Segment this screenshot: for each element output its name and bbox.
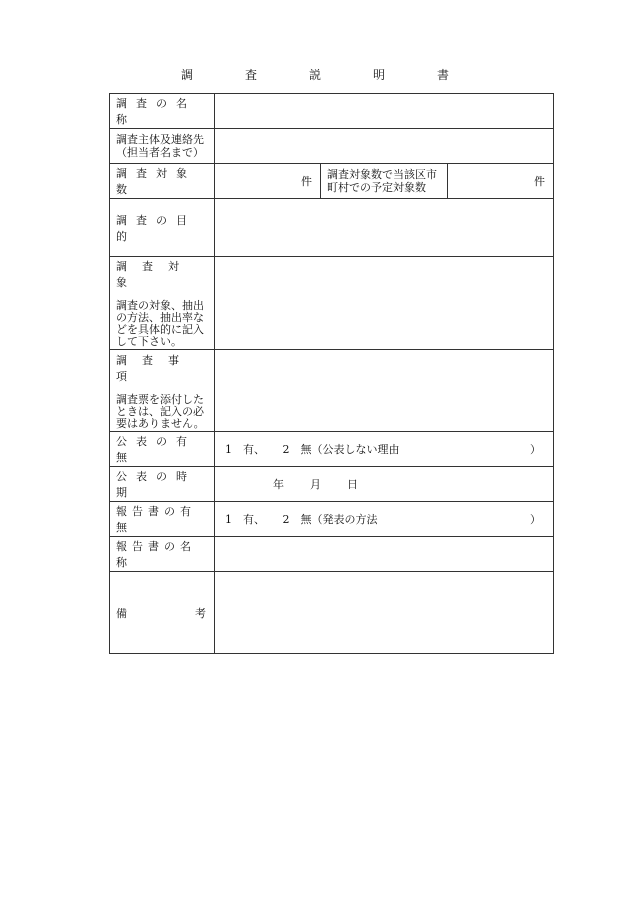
- row-report: [110, 502, 554, 537]
- label-items-cell: [110, 350, 215, 432]
- label-items: 調査事項: [116, 353, 194, 383]
- unit-ken: 件: [301, 175, 312, 188]
- label-organizer-line1: 調査主体及連絡先: [116, 133, 204, 146]
- row-survey-name: [110, 94, 554, 129]
- label-target-cell: [110, 257, 215, 350]
- report-close-paren: ）: [530, 513, 542, 526]
- label-local-target-count: [321, 164, 448, 199]
- row-remarks: [110, 572, 554, 654]
- date-month: 月: [310, 478, 321, 491]
- row-publication-time: [110, 467, 554, 502]
- note-items-line2: ときは、記入の必: [116, 404, 204, 418]
- note-items-line3: 要はありません。: [116, 416, 205, 430]
- row-target-count: [110, 164, 554, 199]
- field-organizer[interactable]: [215, 129, 554, 164]
- report-option-no[interactable]: 2 無（発表の方法: [282, 513, 378, 526]
- field-items[interactable]: [215, 350, 554, 432]
- label-organizer: [110, 129, 215, 164]
- label-remarks-cell: [110, 572, 215, 654]
- date-day: 日: [347, 478, 358, 491]
- label-report: 報告書の有無: [110, 502, 215, 537]
- report-choices: [225, 511, 377, 527]
- note-items: [116, 394, 210, 430]
- row-publication: [110, 432, 554, 467]
- field-publication[interactable]: [215, 432, 554, 467]
- label-publication-time: 公表の時期: [110, 467, 215, 502]
- publication-options: [225, 441, 553, 457]
- label-purpose: 調査の目的: [110, 199, 215, 257]
- label-local-line2: 町村での予定対象数: [327, 181, 426, 194]
- note-target-line3: どを具体的に記入: [116, 323, 204, 336]
- label-publication: 公表の有無: [110, 432, 215, 467]
- field-report-name[interactable]: [215, 537, 554, 572]
- field-report[interactable]: [215, 502, 554, 537]
- label-remarks-left: 備: [116, 606, 127, 620]
- label-report-name: 報告書の名称: [110, 537, 215, 572]
- publication-option-yes[interactable]: 1 有、: [225, 443, 265, 456]
- note-target: [116, 300, 210, 348]
- row-report-name: [110, 537, 554, 572]
- document-title: 調 査 説 明 書: [180, 68, 469, 82]
- note-target-line1: 調査の対象、抽出: [116, 299, 204, 312]
- field-survey-name[interactable]: [215, 94, 554, 129]
- label-target: 調査対象: [116, 260, 194, 289]
- label-target-count: 調査対象数: [110, 164, 215, 199]
- survey-form-table: [109, 93, 554, 654]
- label-remarks-right: 考: [195, 606, 206, 620]
- report-option-yes[interactable]: 1 有、: [225, 513, 265, 526]
- report-options: [225, 511, 553, 527]
- label-local-line1: 調査対象数で当該区市: [327, 168, 437, 181]
- date-year: 年: [273, 478, 284, 491]
- note-target-line4: して下さい。: [116, 335, 182, 348]
- field-purpose[interactable]: [215, 199, 554, 257]
- field-target[interactable]: [215, 257, 554, 350]
- field-local-target-count[interactable]: [448, 164, 554, 199]
- publication-choices: [225, 441, 399, 457]
- row-items: [110, 350, 554, 432]
- unit-ken-local: 件: [534, 175, 546, 188]
- row-purpose: [110, 199, 554, 257]
- publication-option-no[interactable]: 2 無（公表しない理由: [282, 443, 400, 456]
- label-survey-name: 調査の名称: [110, 94, 215, 129]
- field-remarks[interactable]: [215, 572, 554, 654]
- note-items-line1: 調査票を添付した: [116, 392, 204, 406]
- field-target-count[interactable]: [215, 164, 321, 199]
- note-target-line2: の方法、抽出率な: [116, 311, 204, 324]
- row-organizer: [110, 129, 554, 164]
- field-publication-time[interactable]: [215, 467, 554, 502]
- label-organizer-line2: （担当者名まで）: [116, 146, 204, 159]
- publication-close-paren: ）: [530, 443, 542, 456]
- row-target: [110, 257, 554, 350]
- label-remarks: [116, 605, 210, 621]
